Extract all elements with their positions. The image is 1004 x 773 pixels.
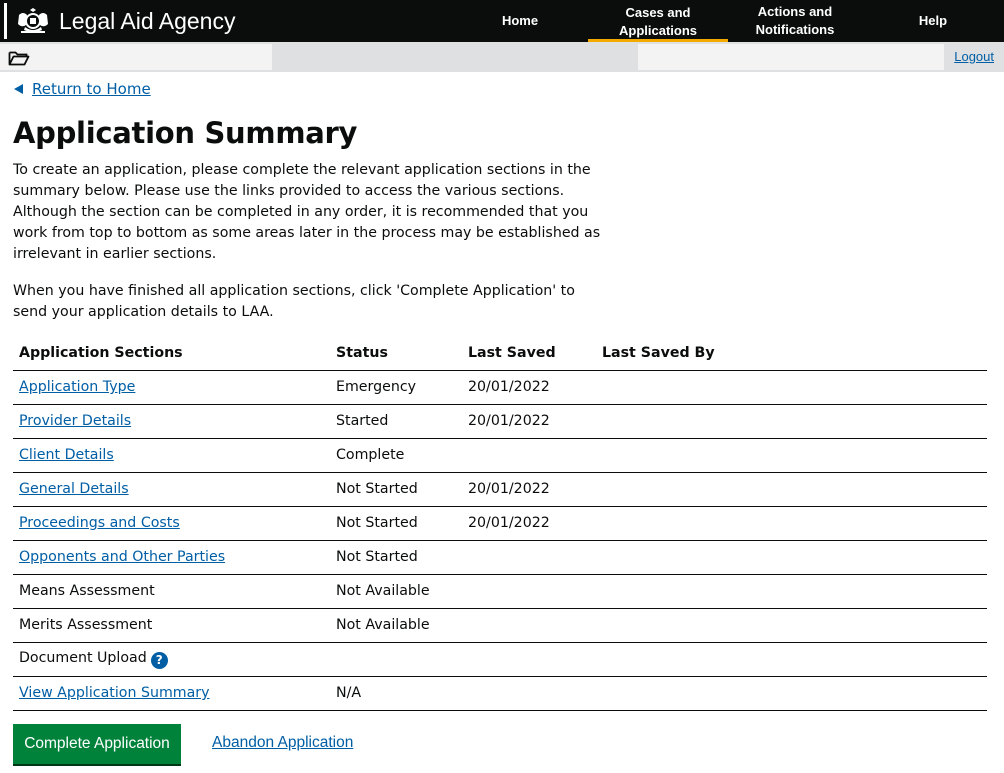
nav-help[interactable]: Help bbox=[918, 13, 948, 28]
general-details-link[interactable]: General Details bbox=[19, 481, 129, 497]
triangle-left-icon bbox=[14, 84, 23, 94]
column-header-last-saved-by: Last Saved By bbox=[596, 337, 987, 370]
toolbar-panel-left bbox=[0, 44, 272, 70]
nav-cases-and-applications[interactable]: Cases and Applications bbox=[588, 0, 728, 42]
table-row bbox=[13, 676, 987, 710]
last-saved-by-cell bbox=[596, 608, 987, 642]
column-header-last-saved: Last Saved bbox=[462, 337, 596, 370]
sub-toolbar bbox=[0, 42, 1004, 72]
last-saved-cell bbox=[462, 676, 596, 710]
last-saved-cell bbox=[462, 574, 596, 608]
last-saved-cell: 20/01/2022 bbox=[462, 472, 596, 506]
column-header-status: Status bbox=[330, 337, 462, 370]
table-row bbox=[13, 642, 987, 676]
last-saved-by-cell bbox=[596, 370, 987, 404]
last-saved-by-cell bbox=[596, 472, 987, 506]
nav-home[interactable]: Home bbox=[501, 13, 539, 28]
status-cell: Not Started bbox=[330, 506, 462, 540]
status-cell: Emergency bbox=[330, 370, 462, 404]
last-saved-cell bbox=[462, 438, 596, 472]
table-row bbox=[13, 608, 987, 642]
last-saved-cell: 20/01/2022 bbox=[462, 370, 596, 404]
table-row bbox=[13, 540, 987, 574]
status-cell: Not Started bbox=[330, 540, 462, 574]
view-application-summary-link[interactable]: View Application Summary bbox=[19, 685, 210, 701]
return-to-home-label: Return to Home bbox=[32, 80, 151, 98]
status-cell: Not Started bbox=[330, 472, 462, 506]
last-saved-by-cell bbox=[596, 506, 987, 540]
table-row bbox=[13, 404, 987, 438]
last-saved-cell: 20/01/2022 bbox=[462, 506, 596, 540]
last-saved-cell bbox=[462, 642, 596, 676]
logout-link[interactable]: Logout bbox=[954, 49, 994, 64]
table-row bbox=[13, 574, 987, 608]
status-cell bbox=[330, 642, 462, 676]
last-saved-by-cell bbox=[596, 574, 987, 608]
complete-application-button[interactable]: Complete Application bbox=[13, 724, 181, 764]
table-header-row bbox=[13, 337, 987, 370]
abandon-application-link[interactable]: Abandon Application bbox=[212, 734, 354, 751]
last-saved-by-cell bbox=[596, 438, 987, 472]
instruction-paragraph: When you have finished all application sections, click 'Complete Application' to send your application details to LAA. bbox=[13, 283, 575, 320]
nav-actions-and-notifications[interactable]: Actions and Notifications bbox=[755, 4, 835, 37]
last-saved-by-cell bbox=[596, 676, 987, 710]
return-to-home-link[interactable] bbox=[14, 80, 151, 98]
last-saved-by-cell bbox=[596, 404, 987, 438]
table-row bbox=[13, 370, 987, 404]
last-saved-cell: 20/01/2022 bbox=[462, 404, 596, 438]
toolbar-panel-right bbox=[638, 44, 944, 70]
brand-divider bbox=[4, 3, 7, 39]
application-sections-table bbox=[13, 337, 987, 711]
table-row bbox=[13, 438, 987, 472]
status-cell: Not Available bbox=[330, 574, 462, 608]
client-details-link[interactable]: Client Details bbox=[19, 447, 114, 463]
last-saved-cell bbox=[462, 608, 596, 642]
last-saved-cell bbox=[462, 540, 596, 574]
provider-details-link[interactable]: Provider Details bbox=[19, 413, 132, 429]
table-row bbox=[13, 472, 987, 506]
page-title: Application Summary bbox=[13, 116, 358, 150]
folder-icon[interactable] bbox=[8, 49, 30, 67]
brand[interactable] bbox=[4, 0, 235, 42]
last-saved-by-cell bbox=[596, 540, 987, 574]
merits-assessment-label: Merits Assessment bbox=[13, 608, 330, 642]
royal-coat-of-arms-icon bbox=[13, 5, 53, 37]
status-cell: Complete bbox=[330, 438, 462, 472]
document-upload-label: Document Upload bbox=[19, 649, 147, 666]
brand-name: Legal Aid Agency bbox=[59, 7, 236, 34]
opponents-and-other-parties-link[interactable]: Opponents and Other Parties bbox=[19, 549, 226, 565]
application-type-link[interactable]: Application Type bbox=[19, 379, 136, 395]
last-saved-by-cell bbox=[596, 642, 987, 676]
top-navigation-bar bbox=[0, 0, 1004, 42]
column-header-sections: Application Sections bbox=[13, 337, 330, 370]
status-cell: N/A bbox=[330, 676, 462, 710]
question-mark-icon[interactable]: ? bbox=[151, 652, 168, 669]
document-upload-cell bbox=[13, 642, 330, 676]
status-cell: Started bbox=[330, 404, 462, 438]
means-assessment-label: Means Assessment bbox=[13, 574, 330, 608]
table-row bbox=[13, 506, 987, 540]
status-cell: Not Available bbox=[330, 608, 462, 642]
proceedings-and-costs-link[interactable]: Proceedings and Costs bbox=[19, 515, 180, 531]
intro-paragraph: To create an application, please complete the relevant application sections in the summary below. Please use the links provided to access the various sections. Although the section can be completed in any order, it is recommended that you work from top to bottom as some areas later in the process may be established as irrelevant in earlier sections. bbox=[13, 162, 601, 262]
